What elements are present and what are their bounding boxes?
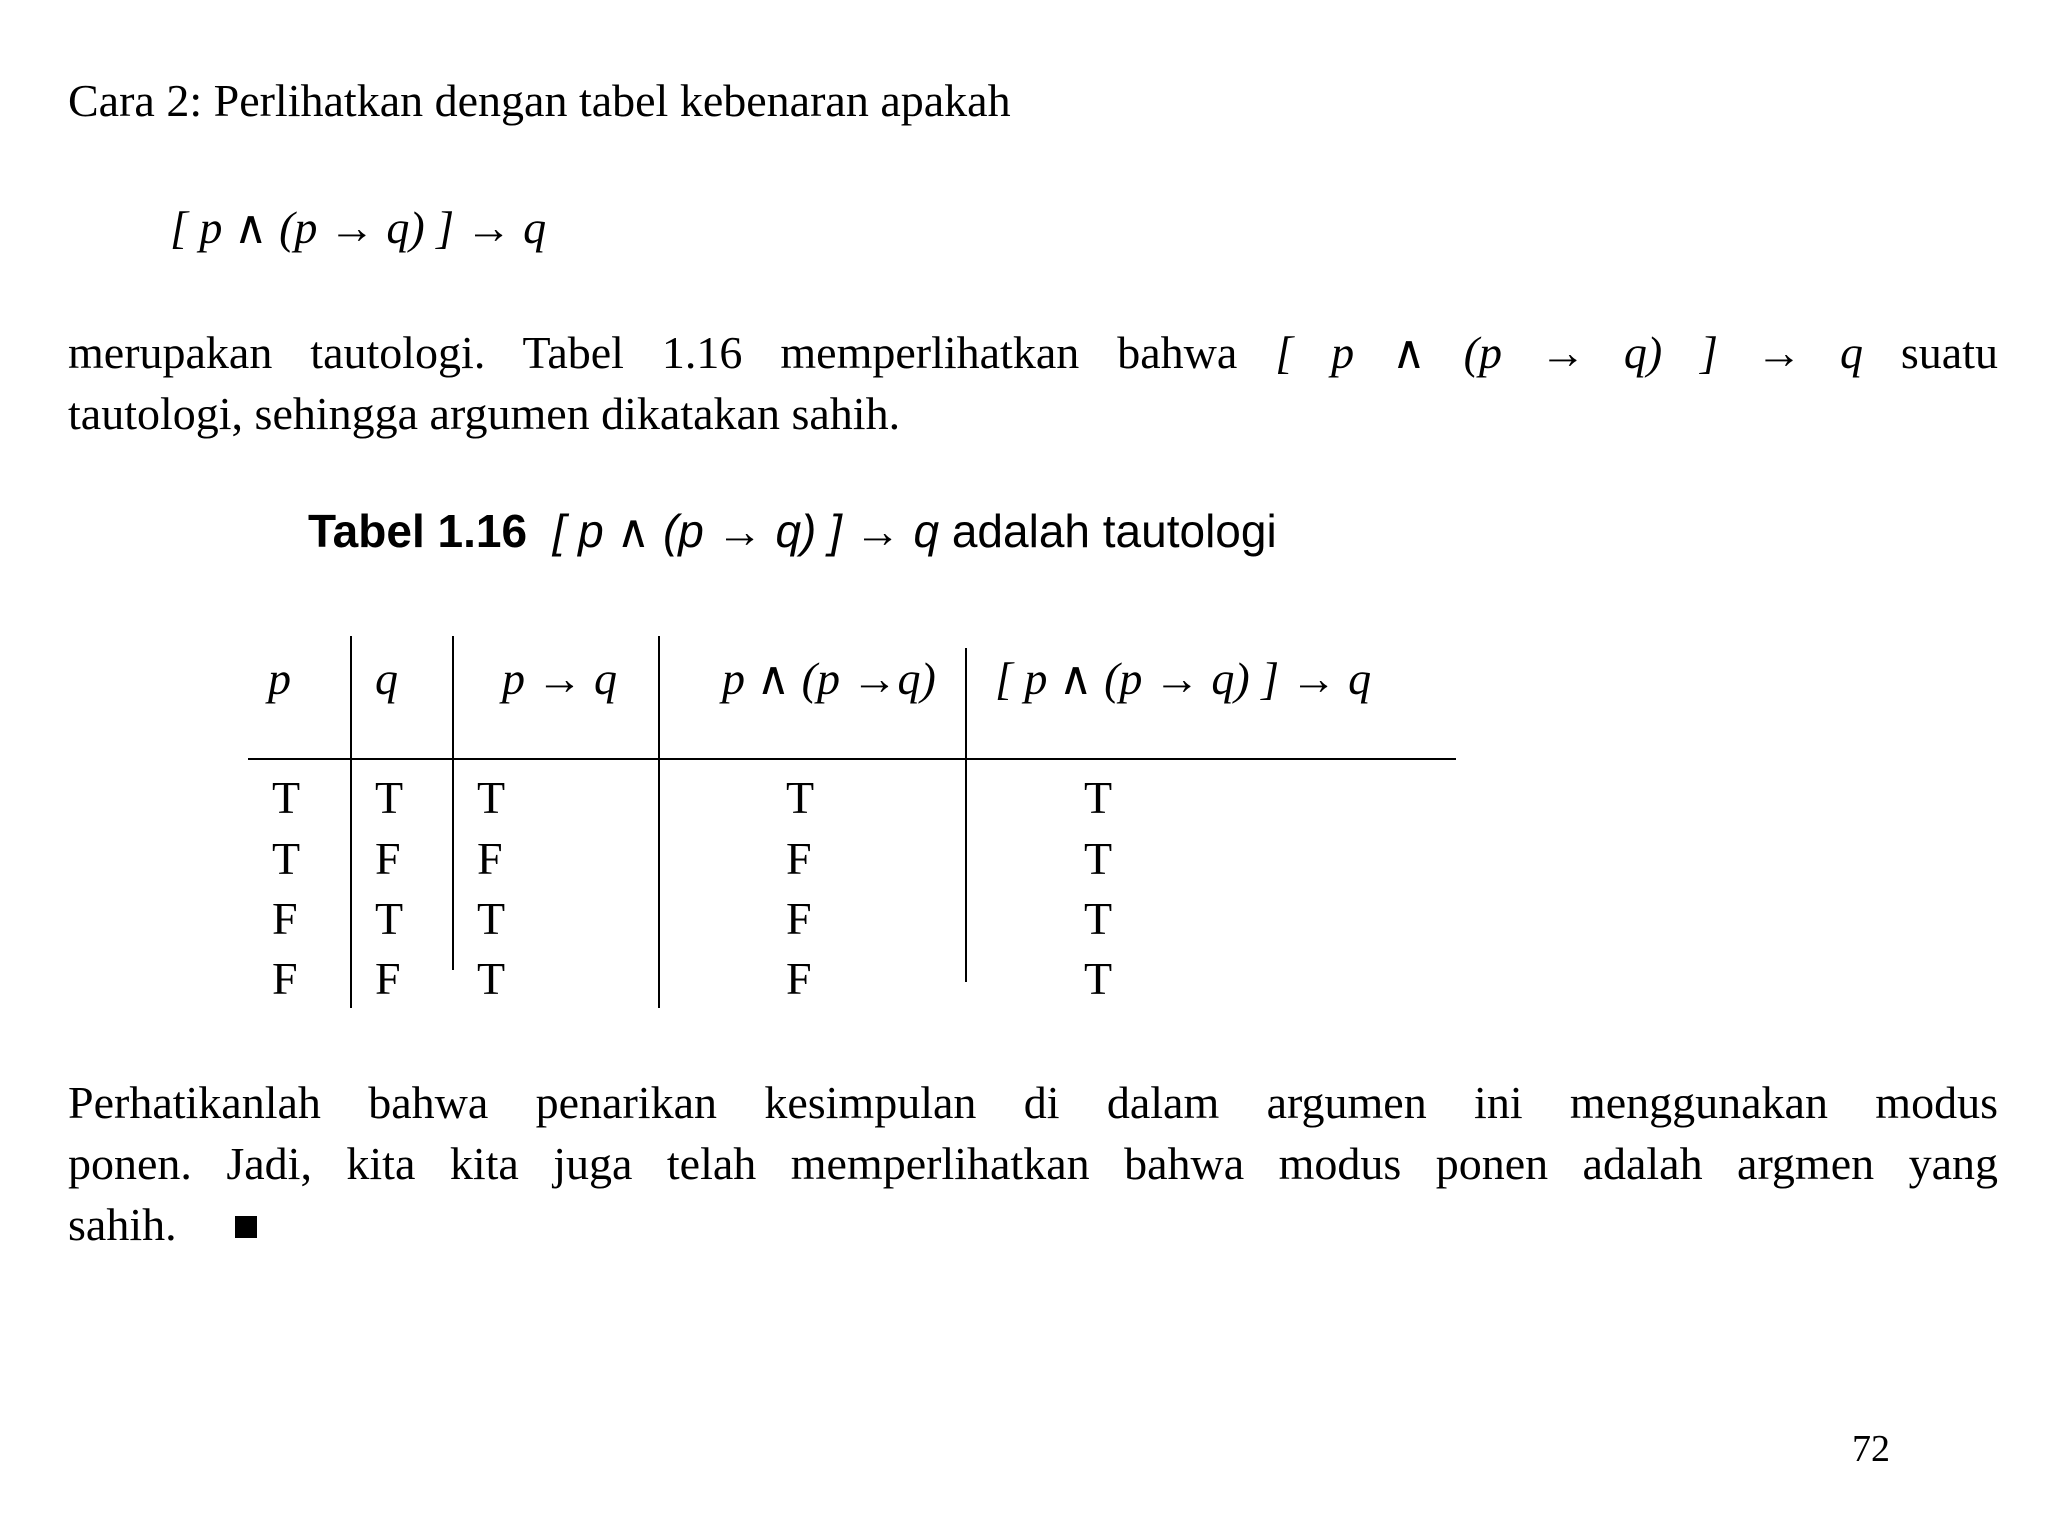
paragraph-1: [68, 322, 1998, 444]
paragraph-2-line-3-text: sahih.: [68, 1199, 177, 1250]
table-cell: F: [272, 893, 298, 944]
table-cell: F: [272, 953, 298, 1004]
table-cell: T: [477, 772, 506, 823]
table-cell: T: [477, 893, 506, 944]
end-of-proof-square-icon: [235, 1216, 257, 1238]
paragraph-2-line-3: [68, 1194, 1998, 1255]
table-divider-1: [350, 636, 352, 1008]
table-header-q: q: [375, 653, 398, 704]
table-cell: F: [786, 833, 812, 884]
paragraph-2-line-2: ponen. Jadi, kita kita juga telah memperlihatkan bahwa modus ponen adalah argmen yang: [68, 1138, 1998, 1189]
paragraph-1-line-1-formula: [ p ∧ (p → q) ] → q: [1275, 327, 1863, 378]
table-cell: F: [477, 833, 503, 884]
table-cell: T: [1084, 953, 1113, 1004]
table-cell: T: [375, 893, 404, 944]
page-number: 72: [1852, 1428, 1890, 1470]
table-header-p: p: [268, 653, 291, 704]
paragraph-1-line-1: [68, 322, 1998, 383]
table-cell: T: [1084, 772, 1113, 823]
table-header-p-and-p-implies-q: p ∧ (p →q): [722, 653, 936, 704]
table-cell: F: [786, 953, 812, 1004]
table-cell: T: [1084, 893, 1113, 944]
table-header-rule: [248, 758, 1456, 760]
table-divider-3: [658, 636, 660, 1008]
paragraph-2: [68, 1072, 1998, 1255]
table-caption: [308, 505, 1277, 557]
table-caption-label: Tabel 1.16: [308, 505, 528, 557]
main-formula: [ p ∧ (p → q) ] → q: [170, 202, 547, 253]
table-cell: F: [786, 893, 812, 944]
paragraph-1-line-2: tautologi, sehingga argumen dikatakan sahih.: [68, 388, 901, 439]
table-divider-2: [452, 636, 454, 970]
table-cell: T: [375, 772, 404, 823]
table-divider-4: [965, 648, 967, 982]
table-cell: F: [375, 953, 401, 1004]
table-caption-formula: [ p ∧ (p → q) ] → q: [552, 505, 940, 557]
table-cell: T: [272, 833, 301, 884]
table-cell: T: [272, 772, 301, 823]
table-cell: T: [477, 953, 506, 1004]
table-cell: T: [786, 772, 815, 823]
table-cell: F: [375, 833, 401, 884]
paragraph-2-line-1: Perhatikanlah bahwa penarikan kesimpulan di dalam argumen ini menggunakan modus: [68, 1077, 1998, 1128]
paragraph-1-line-1-start: merupakan tautologi. Tabel 1.16 memperlihatkan bahwa: [68, 327, 1238, 378]
intro-text: Cara 2: Perlihatkan dengan tabel kebenaran apakah: [68, 75, 1011, 126]
table-caption-text: adalah tautologi: [951, 505, 1277, 557]
table-header-full-formula: [ p ∧ (p → q) ] → q: [995, 653, 1372, 704]
paragraph-1-line-1-end: suatu: [1900, 327, 1999, 378]
table-cell: T: [1084, 833, 1113, 884]
table-header-p-implies-q: p → q: [502, 653, 617, 704]
